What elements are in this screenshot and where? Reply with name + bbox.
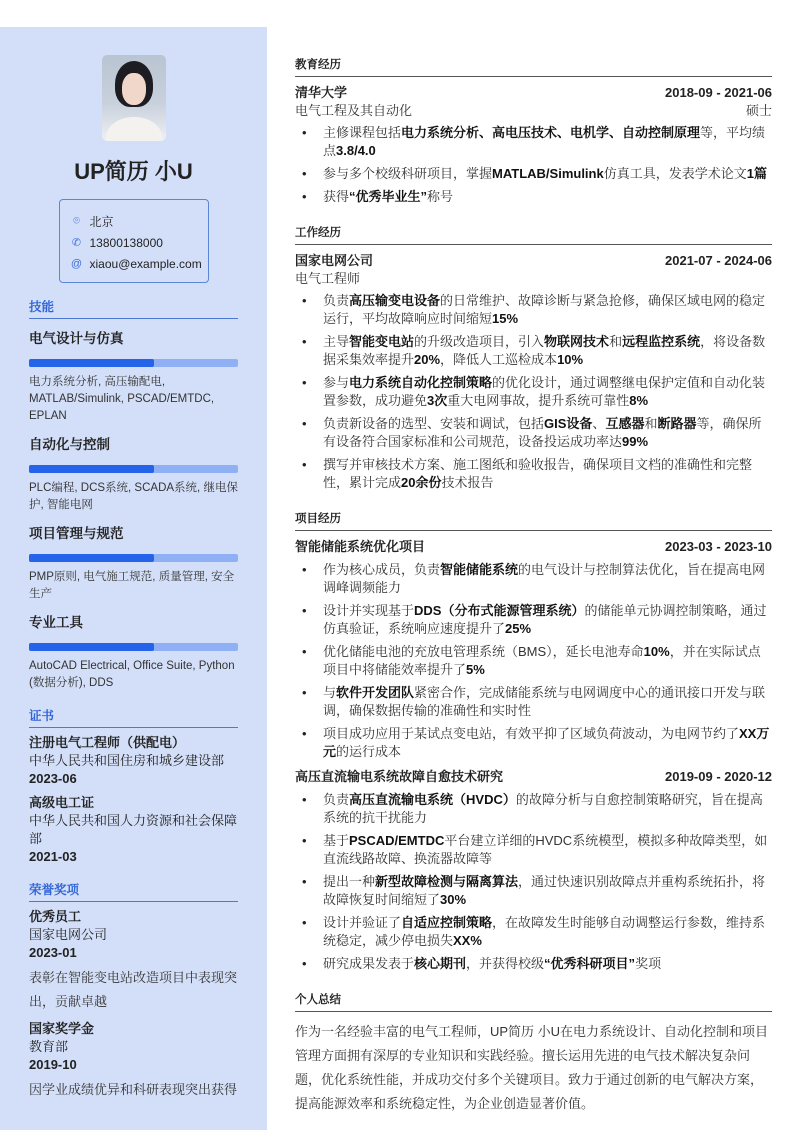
text: 和	[609, 334, 623, 349]
entry-degree: 硕士	[745, 103, 772, 118]
bullet-item	[295, 415, 772, 451]
entry-role: 电气工程及其自动化	[295, 103, 413, 118]
text: 项目成功应用于某试点变电站，有效平抑了区域负荷波动，为电网节约了	[323, 726, 740, 741]
bold-text: 物联网技术	[544, 334, 610, 349]
email-icon: @	[70, 257, 83, 270]
entry-role: 电气工程师	[295, 271, 361, 286]
text: ，降低人工巡检成本	[440, 352, 558, 367]
entry	[295, 84, 772, 206]
entry-header	[295, 252, 772, 270]
bold-text: 远程监控系统	[622, 334, 701, 349]
education-list	[295, 84, 772, 206]
bold-text: 高压输变电设备	[349, 293, 441, 308]
certs-list	[29, 734, 238, 866]
summary-text: 作为一名经验丰富的电气工程师，UP简历 小U在电力系统设计、自动化控制和项目管理方面拥有深厚的专业知识和实践经验。擅长运用先进的电气技术解决复杂问题，优化系统性能，并成功交付多个关键项目。致力于通过创新的电气解决方案，提高能源效率和系统稳定性，为企业创造显著价值。	[295, 1024, 769, 1111]
contact-box	[59, 199, 209, 283]
text: 、	[592, 416, 606, 431]
bullet-item	[295, 791, 772, 827]
projects-list	[295, 538, 772, 973]
text: 作为核心成员，负责	[323, 562, 441, 577]
bold-text: 10%	[643, 644, 670, 659]
bold-text: 智能储能系统	[440, 562, 519, 577]
text: 的故障分析与自愈控制策略研究，旨在提高系统的抗干扰能力	[323, 792, 763, 825]
entry-date: 2023-03 - 2023-10	[665, 539, 772, 554]
bold-text: 断路器	[657, 416, 697, 431]
skills-list	[29, 327, 238, 692]
text: 等，确保所有设备符合国家标准和公司规范，设备投运成功率达	[323, 416, 762, 449]
item-name: 国家奖学金	[29, 1021, 95, 1036]
text: 的电气设计与控制算法优化，旨在提高电网调峰调频能力	[323, 562, 766, 595]
text: 主修课程包括	[323, 125, 402, 140]
bold-text: 8%	[629, 393, 649, 408]
entry-org: 高压直流输电系统故障自愈技术研究	[295, 769, 504, 784]
bullet-list	[295, 292, 772, 492]
skill-level-bar	[29, 359, 238, 367]
sidebar	[0, 27, 267, 1130]
text: 基于	[323, 833, 350, 848]
bold-text: “优秀毕业生”	[349, 189, 428, 204]
list-item	[29, 794, 238, 866]
text: 奖项	[635, 956, 662, 971]
item-issuer: 教育部	[29, 1039, 69, 1054]
list-item	[29, 734, 238, 788]
skill-level-bar	[29, 643, 238, 651]
text: ，将设备数据采集效率提升	[323, 334, 766, 367]
text: 技术报告	[441, 475, 494, 490]
text: 设计并验证了	[323, 915, 402, 930]
entry-date: 2021-07 - 2024-06	[665, 253, 772, 268]
skill-level-fill	[29, 465, 154, 473]
awards-list	[29, 908, 238, 1102]
bold-text: MATLAB/Simulink	[492, 166, 604, 181]
entry	[295, 768, 772, 973]
bullet-item	[295, 955, 772, 973]
list-item	[29, 908, 238, 1014]
item-date: 2019-10	[29, 1057, 77, 1072]
skill-level-fill	[29, 643, 154, 651]
entry-header	[295, 538, 772, 556]
text: 重大电网事故，提升系统可靠性	[447, 393, 630, 408]
bold-text: 99%	[622, 434, 649, 449]
bold-text: GIS设备	[544, 416, 593, 431]
bullet-item	[295, 165, 772, 183]
entry	[295, 538, 772, 761]
entry-subheader	[295, 102, 772, 119]
bold-text: 核心期刊	[414, 956, 467, 971]
skill-level-fill	[29, 554, 154, 562]
bold-text: 20余份	[401, 475, 442, 490]
list-item	[29, 1020, 238, 1102]
text: 主导	[323, 334, 350, 349]
bullet-item	[295, 188, 772, 206]
entry-date: 2019-09 - 2020-12	[665, 769, 772, 784]
text: 研究成果发表于	[323, 956, 415, 971]
skill-level-fill	[29, 359, 154, 367]
bold-text: 3.8/4.0	[336, 143, 376, 158]
candidate-name: UP简历 小U	[74, 159, 193, 184]
bold-text: 互感器	[605, 416, 645, 431]
bold-text: 软件开发团队	[336, 685, 415, 700]
skill-description: 电力系统分析, 高压输配电, MATLAB/Simulink, PSCAD/EMTDC, EPLAN	[29, 376, 215, 422]
text: 提出一种	[323, 874, 376, 889]
bullet-item	[295, 832, 772, 868]
entry-date: 2018-09 - 2021-06	[665, 85, 772, 100]
text: ，通过快速识别故障点并重构系统拓扑，将故障恢复时间缩短了	[323, 874, 766, 907]
text: 优化储能电池的充放电管理系统（BMS），延长电池寿命	[323, 644, 644, 659]
bold-text: 1篇	[746, 166, 767, 181]
bold-text: 电力系统自动化控制策略	[349, 375, 493, 390]
bullet-item	[295, 456, 772, 492]
entry-header	[295, 768, 772, 786]
text: ，并获得校级	[466, 956, 545, 971]
entry-org: 国家电网公司	[295, 253, 374, 268]
bullet-item	[295, 684, 772, 720]
skill-name: 项目管理与规范	[29, 526, 124, 541]
summary-heading: 个人总结	[295, 991, 772, 1012]
text: 的日常维护、故障诊断与紧急抢修，确保区域电网的稳定运行，平均故障响应时间缩短	[323, 293, 766, 326]
text: ，在故障发生时能够自动调整运行参数，维持系统稳定，减少停电损失	[323, 915, 766, 948]
item-date: 2023-06	[29, 771, 77, 786]
bullet-list	[295, 791, 772, 973]
text: 的储能单元协调控制策略，通过仿真验证，系统响应速度提升了	[323, 603, 767, 636]
skills-heading: 技能	[29, 297, 238, 319]
item-name: 注册电气工程师（供配电）	[29, 735, 186, 750]
bullet-list	[295, 561, 772, 761]
bullet-item	[295, 725, 772, 761]
bullet-item	[295, 873, 772, 909]
text: 和	[644, 416, 658, 431]
bold-text: XX%	[453, 933, 482, 948]
item-issuer: 国家电网公司	[29, 927, 108, 942]
entry	[295, 252, 772, 492]
bold-text: 5%	[466, 662, 485, 677]
item-date: 2021-03	[29, 849, 77, 864]
text: 的运行成本	[336, 744, 402, 759]
bold-text: 3次	[427, 393, 448, 408]
phone: 13800138000	[89, 235, 163, 250]
bullet-item	[295, 914, 772, 950]
bold-text: XX万元	[323, 726, 770, 759]
main-content	[295, 48, 772, 1116]
text: 紧密合作，完成储能系统与电网调度中心的通讯接口开发与联调，确保数据传输的准确性和实时性	[323, 685, 766, 718]
profile-photo	[102, 55, 166, 141]
skill-description: AutoCAD Electrical, Office Suite, Python (数据分析), DDS	[29, 660, 235, 689]
item-issuer: 中华人民共和国人力资源和社会保障部	[29, 813, 238, 846]
text: 等，平均绩点	[323, 125, 766, 158]
bold-text: 10%	[557, 352, 584, 367]
text: 设计并实现基于	[323, 603, 415, 618]
text: 负责	[323, 293, 350, 308]
skill-level-bar	[29, 554, 238, 562]
email[interactable]: xiaou@example.com	[89, 256, 202, 271]
bullet-item	[295, 561, 772, 597]
item-issuer: 中华人民共和国住房和城乡建设部	[29, 753, 225, 768]
bold-text: “优秀科研项目”	[544, 956, 636, 971]
skill-name: 专业工具	[29, 615, 83, 630]
text: 参与	[323, 375, 350, 390]
bullet-item	[295, 602, 772, 638]
location: 北京	[89, 215, 114, 229]
text: 负责新设备的选型、安装和调试，包括	[323, 416, 545, 431]
location-pin-icon: ⌾	[73, 215, 80, 227]
bullet-item	[295, 292, 772, 328]
text: 与	[323, 685, 337, 700]
bullet-item	[295, 333, 772, 369]
entry-header	[295, 84, 772, 102]
bold-text: 25%	[505, 621, 532, 636]
education-heading: 教育经历	[295, 56, 772, 77]
skill-level-bar	[29, 465, 238, 473]
awards-heading: 荣誉奖项	[29, 880, 238, 902]
bullet-item	[295, 124, 772, 160]
bold-text: 电力系统分析、高电压技术、电机学、自动控制原理	[401, 125, 701, 140]
text: 平台建立详细的HVDC系统模型，模拟多种故障类型，如直流线路故障、换流器故障等	[323, 833, 768, 866]
item-date: 2023-01	[29, 945, 77, 960]
text: 撰写并审核技术方案、施工图纸和验收报告，确保项目文档的准确性和完整性，累计完成	[323, 457, 753, 490]
bold-text: 高压直流输电系统（HVDC）	[349, 792, 516, 807]
bold-text: PSCAD/EMTDC	[349, 833, 445, 848]
text: 的升级改造项目，引入	[414, 334, 545, 349]
bullet-item	[295, 643, 772, 679]
item-name: 优秀员工	[29, 909, 82, 924]
work-heading: 工作经历	[295, 224, 772, 245]
skill-name: 电气设计与仿真	[29, 331, 124, 346]
entry-subheader	[295, 270, 772, 287]
phone-icon: ✆	[71, 237, 82, 249]
work-list	[295, 252, 772, 492]
text: 仿真工具，发表学术论文	[603, 166, 747, 181]
item-description: 因学业成绩优异和科研表现突出获得	[29, 1082, 238, 1097]
bold-text: 20%	[414, 352, 441, 367]
projects-heading: 项目经历	[295, 510, 772, 531]
bullet-item	[295, 374, 772, 410]
item-name: 高级电工证	[29, 795, 95, 810]
text: 参与多个校级科研项目，掌握	[323, 166, 493, 181]
text: ，并在实际试点项目中将储能效率提升了	[323, 644, 761, 677]
entry-org: 清华大学	[295, 85, 348, 100]
bold-text: DDS（分布式能源管理系统）	[414, 603, 585, 618]
text: 称号	[427, 189, 454, 204]
item-description: 表彰在智能变电站改造项目中表现突出，贡献卓越	[29, 970, 238, 1009]
skill-description: PLC编程, DCS系统, SCADA系统, 继电保护, 智能电网	[29, 482, 238, 511]
text: 的优化设计，通过调整继电保护定值和自动化装置参数，成功避免	[323, 375, 766, 408]
skill-name: 自动化与控制	[29, 437, 110, 452]
bullet-list	[295, 124, 772, 206]
bold-text: 15%	[492, 311, 519, 326]
bold-text: 智能变电站	[349, 334, 415, 349]
text: 获得	[323, 189, 350, 204]
bold-text: 30%	[440, 892, 467, 907]
bold-text: 新型故障检测与隔离算法	[375, 874, 519, 889]
entry-org: 智能储能系统优化项目	[295, 539, 426, 554]
skill-description: PMP原则, 电气施工规范, 质量管理, 安全生产	[29, 571, 235, 600]
certs-heading: 证书	[29, 706, 238, 728]
bold-text: 自适应控制策略	[401, 915, 493, 930]
text: 负责	[323, 792, 350, 807]
